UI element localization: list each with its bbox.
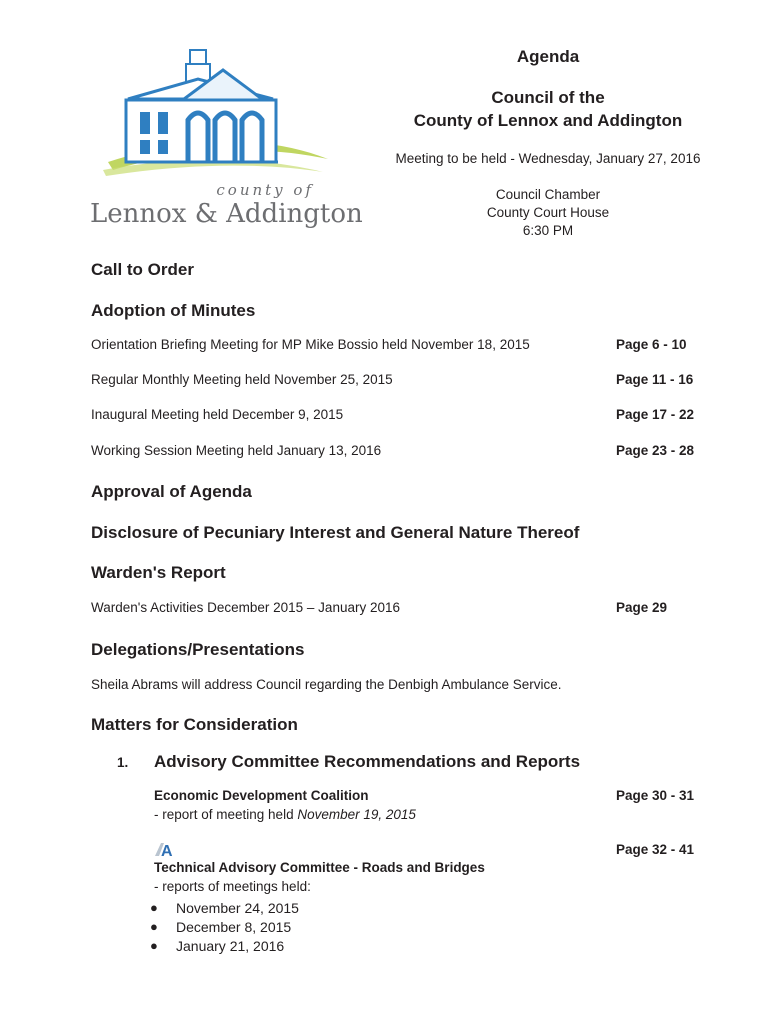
wardens-activities-pages: Page 29 bbox=[616, 600, 668, 615]
minutes-item-pages: Page 11 - 16 bbox=[616, 372, 694, 387]
county-logo bbox=[88, 44, 363, 229]
edc-title: Economic Development Coalition bbox=[154, 788, 369, 803]
list-item bbox=[150, 917, 299, 936]
logo-bottom-text: Lennox & Addington bbox=[90, 199, 363, 229]
bullet-icon: ● bbox=[150, 919, 158, 934]
edc-pages: Page 30 - 31 bbox=[616, 788, 695, 803]
meeting-date-item: January 21, 2016 bbox=[176, 937, 285, 954]
edc-desc bbox=[154, 807, 416, 822]
advisory-heading: Advisory Committee Recommendations and Reports bbox=[154, 752, 581, 771]
minutes-item-pages: Page 17 - 22 bbox=[616, 407, 695, 422]
bullet-icon: ● bbox=[150, 938, 158, 953]
delegation-item: Sheila Abrams will address Council regarding the Denbigh Ambulance Service. bbox=[91, 677, 562, 692]
approval-agenda-heading: Approval of Agenda bbox=[91, 482, 252, 501]
location-line2: County Court House bbox=[486, 205, 610, 220]
org-line2: County of Lennox and Addington bbox=[413, 111, 683, 130]
disclosure-heading: Disclosure of Pecuniary Interest and General Nature Thereof bbox=[91, 523, 580, 542]
minutes-item-pages: Page 23 - 28 bbox=[616, 443, 695, 458]
attachment-icon[interactable] bbox=[154, 840, 176, 858]
agenda-title: Agenda bbox=[516, 47, 580, 66]
courthouse-icon bbox=[88, 44, 363, 229]
list-item bbox=[150, 936, 299, 955]
attachment-icon-letter: A bbox=[161, 843, 173, 860]
minutes-item: Orientation Briefing Meeting for MP Mike Bossio held November 18, 2015 bbox=[91, 337, 530, 352]
matters-heading: Matters for Consideration bbox=[91, 715, 298, 734]
meeting-date: Meeting to be held - Wednesday, January 27, 2016 bbox=[395, 151, 701, 166]
minutes-item: Inaugural Meeting held December 9, 2015 bbox=[91, 407, 344, 422]
meeting-time: 6:30 PM bbox=[522, 223, 574, 238]
bullet-icon: ● bbox=[150, 900, 158, 915]
meeting-date-item: December 8, 2015 bbox=[176, 918, 292, 935]
meeting-date-item: November 24, 2015 bbox=[176, 899, 299, 916]
item-number: 1. bbox=[117, 755, 129, 770]
location-line1: Council Chamber bbox=[495, 187, 601, 202]
tac-desc: - reports of meetings held: bbox=[154, 879, 311, 894]
wardens-report-heading: Warden's Report bbox=[91, 563, 226, 582]
edc-desc-prefix: - report of meeting held bbox=[154, 807, 298, 822]
org-line1: Council of the bbox=[491, 88, 605, 107]
minutes-item-pages: Page 6 - 10 bbox=[616, 337, 687, 352]
minutes-item: Working Session Meeting held January 13, 2016 bbox=[91, 443, 382, 458]
attachment-icon-svg bbox=[154, 840, 176, 858]
adoption-minutes-heading: Adoption of Minutes bbox=[91, 301, 256, 320]
wardens-activities: Warden's Activities December 2015 – January 2016 bbox=[91, 600, 400, 615]
minutes-item: Regular Monthly Meeting held November 25, 2015 bbox=[91, 372, 393, 387]
edc-desc-date: November 19, 2015 bbox=[297, 807, 416, 822]
logo-top-text: county of bbox=[216, 181, 314, 199]
delegations-heading: Delegations/Presentations bbox=[91, 640, 305, 659]
tac-title: Technical Advisory Committee - Roads and Bridges bbox=[154, 860, 485, 875]
tac-pages: Page 32 - 41 bbox=[616, 842, 695, 857]
call-to-order-heading: Call to Order bbox=[91, 260, 194, 279]
list-item bbox=[150, 898, 299, 917]
tac-meeting-dates bbox=[150, 898, 299, 955]
